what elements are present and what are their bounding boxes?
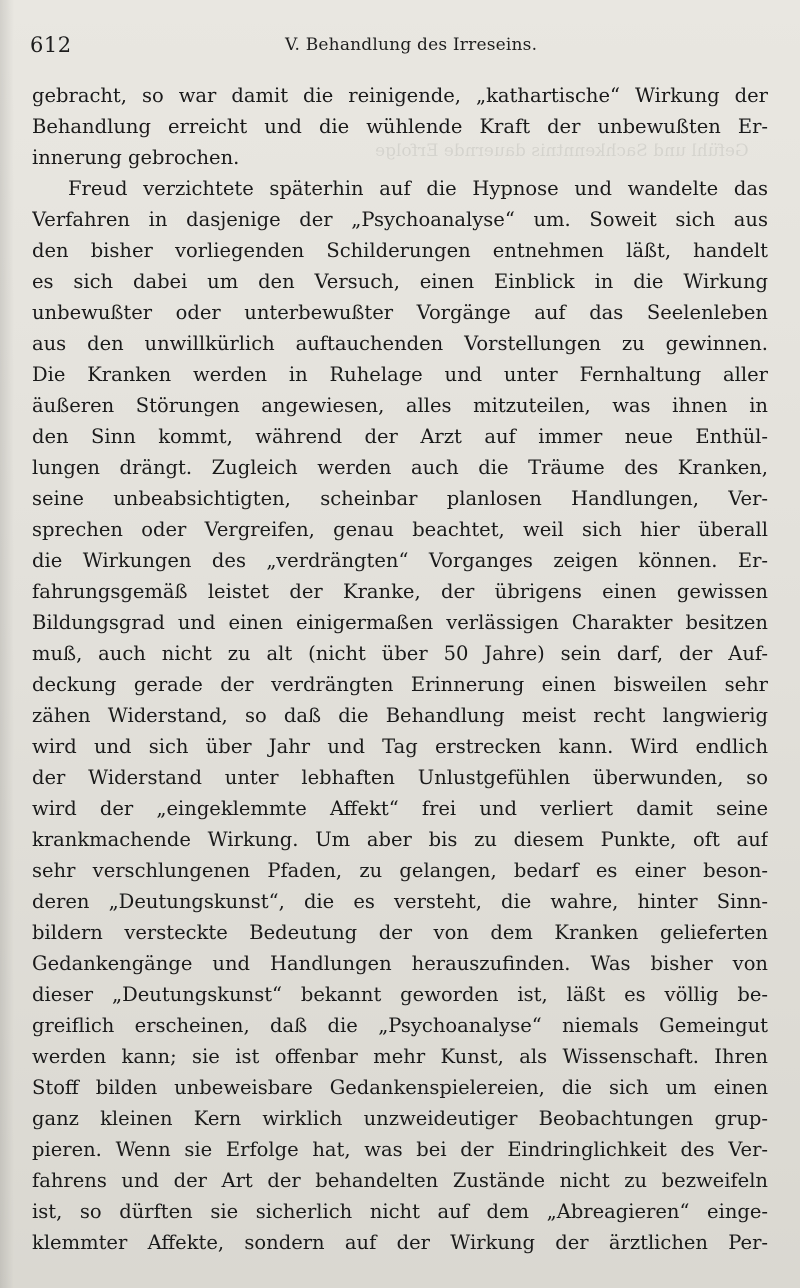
page-number: 612 (30, 33, 72, 57)
text-line: aus den unwillkürlich auftauchenden Vorstellungen zu gewinnen. (32, 332, 768, 355)
text-line: unbewußter oder unterbewußter Vorgänge auf das Seelenleben (32, 301, 768, 324)
text-line: greiflich erscheinen, daß die „Psychoanalyse“ niemals Gemeingut (32, 1014, 768, 1037)
text-line: der Widerstand unter lebhaften Unlustgefühlen überwunden, so (32, 766, 768, 789)
text-line: äußeren Störungen angewiesen, alles mitzuteilen, was ihnen in (32, 394, 768, 417)
text-line: Die Kranken werden in Ruhelage und unter Fernhaltung aller (32, 363, 768, 386)
bleed-through-text: Gefühl und Sachkenntnis dauernde Erfolge (375, 141, 749, 161)
text-line: lungen drängt. Zugleich werden auch die Träume des Kranken, (32, 456, 768, 479)
text-line: zähen Widerstand, so daß die Behandlung meist recht langwierig (32, 704, 768, 727)
text-line: sprechen oder Vergreifen, genau beachtet, weil sich hier überall (32, 518, 768, 541)
text-line: Stoff bilden unbeweisbare Gedankenspielereien, die sich um einen (32, 1076, 768, 1099)
text-line: ist, so dürften sie sicherlich nicht auf dem „Abreagieren“ einge- (32, 1200, 768, 1223)
text-line: Bildungsgrad und einen einigermaßen verlässigen Charakter besitzen (32, 611, 768, 634)
text-line: es sich dabei um den Versuch, einen Einblick in die Wirkung (32, 270, 768, 293)
text-line: den Sinn kommt, während der Arzt auf immer neue Enthül- (32, 425, 768, 448)
text-line: bildern versteckte Bedeutung der von dem Kranken gelieferten (32, 921, 768, 944)
text-line: dieser „Deutungskunst“ bekannt geworden ist, läßt es völlig be- (32, 983, 768, 1006)
text-line: gebracht, so war damit die reinigende, „kathartische“ Wirkung der (32, 84, 768, 107)
text-line: Freud verzichtete späterhin auf die Hypnose und wandelte das (68, 177, 768, 200)
text-line: krankmachende Wirkung. Um aber bis zu diesem Punkte, oft auf (32, 828, 768, 851)
text-line: fahrens und der Art der behandelten Zustände nicht zu bezweifeln (32, 1169, 768, 1192)
text-line: werden kann; sie ist offenbar mehr Kunst, als Wissenschaft. Ihren (32, 1045, 768, 1068)
text-line: innerung gebrochen. (32, 146, 240, 169)
text-line: deckung gerade der verdrängten Erinnerung einen bisweilen sehr (32, 673, 768, 696)
text-line: klemmter Affekte, sondern auf der Wirkung der ärztlichen Per- (32, 1231, 768, 1254)
text-line: den bisher vorliegenden Schilderungen entnehmen läßt, handelt (32, 239, 768, 262)
page-header (30, 33, 770, 59)
text-line: die Wirkungen des „verdrängten“ Vorganges zeigen können. Er- (32, 549, 768, 572)
text-line: Verfahren in dasjenige der „Psychoanalyse“ um. Soweit sich aus (32, 208, 768, 231)
text-line: ganz kleinen Kern wirklich unzweideutiger Beobachtungen grup- (32, 1107, 768, 1130)
text-line: seine unbeabsichtigten, scheinbar planlosen Handlungen, Ver- (32, 487, 768, 510)
body-text (32, 80, 768, 1258)
text-line: pieren. Wenn sie Erfolge hat, was bei der Eindringlichkeit des Ver- (32, 1138, 768, 1161)
text-line: fahrungsgemäß leistet der Kranke, der übrigens einen gewissen (32, 580, 768, 603)
text-line: wird der „eingeklemmte Affekt“ frei und verliert damit seine (32, 797, 768, 820)
text-line: sehr verschlungenen Pfaden, zu gelangen, bedarf es einer beson- (32, 859, 768, 882)
text-line: muß, auch nicht zu alt (nicht über 50 Jahre) sein darf, der Auf- (32, 642, 768, 665)
text-line: Behandlung erreicht und die wühlende Kraft der unbewußten Er- (32, 115, 768, 138)
text-line: Gedankengänge und Handlungen herauszufinden. Was bisher von (32, 952, 768, 975)
text-line: wird und sich über Jahr und Tag erstrecken kann. Wird endlich (32, 735, 768, 758)
running-title: V. Behandlung des Irreseins. (285, 35, 538, 55)
text-line: deren „Deutungskunst“, die es versteht, die wahre, hinter Sinn- (32, 890, 768, 913)
